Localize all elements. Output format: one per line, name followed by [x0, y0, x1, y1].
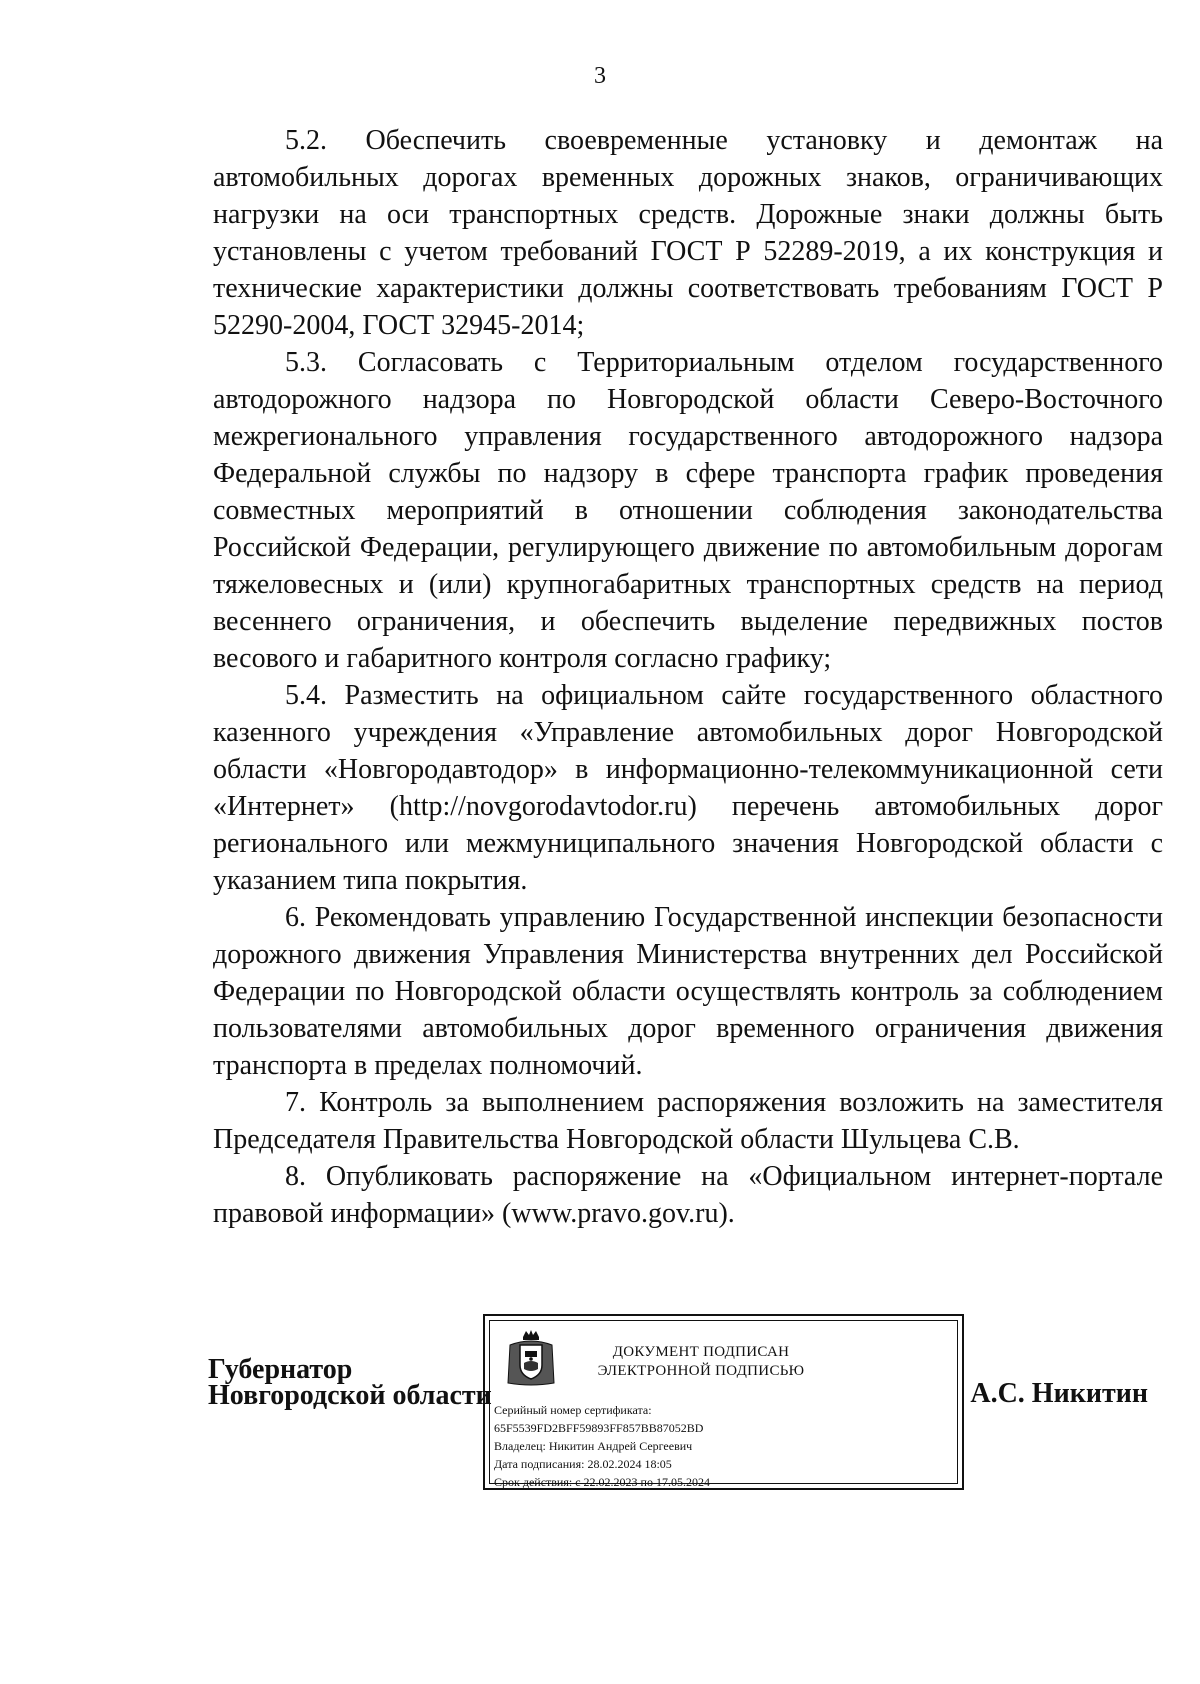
signer-title: [208, 1354, 492, 1411]
signing-date: Дата подписания: 28.02.2024 18:05: [494, 1457, 672, 1471]
signer-title-line2: Новгородской области: [208, 1380, 492, 1411]
paragraph-7: 7. Контроль за выполнением распоряжения возложить на заместителя Председателя Правительства Новгородской области Шульцева С.В.: [213, 1087, 1163, 1155]
certificate-number: 65F5539FD2BFF59893FF857BB87052BD: [494, 1421, 704, 1435]
stamp-header-line2: ЭЛЕКТРОННОЙ ПОДПИСЬЮ: [597, 1363, 805, 1379]
certificate-owner: Владелец: Никитин Андрей Сергеевич: [494, 1439, 693, 1453]
stamp-details: [494, 1401, 951, 1491]
paragraph-6: 6. Рекомендовать управлению Государственной инспекции безопасности дорожного движения Управления Министерства внутренних дел Российской Федерации по Новгородской области осуществлять контроль за соблюдением пользователями автомобильных дорог временного ограничения движения транспорта в пределах полномочий.: [213, 902, 1163, 1081]
paragraph-5-3: 5.3. Согласовать с Территориальным отделом государственного автодорожного надзора по Новгородской области Северо-Восточного межрегионального управления государственного автодорожного надзора Федеральной службы по надзору в сфере транспорта график проведения совместных мероприятий в отношении соблюдения законодательства Российской Федерации, регулирующего движение по автомобильным дорогам тяжеловесных и (или) крупногабаритных транспортных средств на период весеннего ограничения, и обеспечить выделение передвижных постов весового и габаритного контроля согласно графику;: [213, 347, 1163, 674]
signer-name: А.С. Никитин: [970, 1378, 1148, 1409]
certificate-validity: Срок действия: с 22.02.2023 по 17.05.2024: [494, 1475, 710, 1489]
document-body: [213, 122, 1163, 1232]
stamp-header: [576, 1343, 826, 1381]
stamp-header-line1: ДОКУМЕНТ ПОДПИСАН: [612, 1344, 790, 1360]
stamp-inner-frame: [489, 1320, 958, 1489]
paragraph-5-2: 5.2. Обеспечить своевременные установку и демонтаж на автомобильных дорогах временных дорожных знаков, ограничивающих нагрузки на оси транспортных средств. Дорожные знаки должны быть установлены с учетом требований ГОСТ Р 52289-2019, а их конструкция и технические характеристики должны соответствовать требованиям ГОСТ Р 52290-2004, ГОСТ 32945-2014;: [213, 125, 1163, 341]
page-number: 3: [594, 63, 606, 89]
paragraph-8: 8. Опубликовать распоряжение на «Официальном интернет-портале правовой информации» (www.pravo.gov.ru).: [213, 1161, 1163, 1229]
certificate-label: Серийный номер сертификата:: [494, 1403, 652, 1417]
signer-title-line1: Губернатор: [208, 1354, 353, 1385]
electronic-signature-stamp: [483, 1314, 964, 1490]
coat-of-arms-icon: [506, 1329, 556, 1387]
paragraph-5-4: 5.4. Разместить на официальном сайте государственного областного казенного учреждения «Управление автомобильных дорог Новгородской области «Новгородавтодор» в информационно-телекоммуникационной сети «Интернет» (http://novgorodavtodor.ru) перечень автомобильных дорог регионального или межмуниципального значения Новгородской области с указанием типа покрытия.: [213, 680, 1163, 896]
